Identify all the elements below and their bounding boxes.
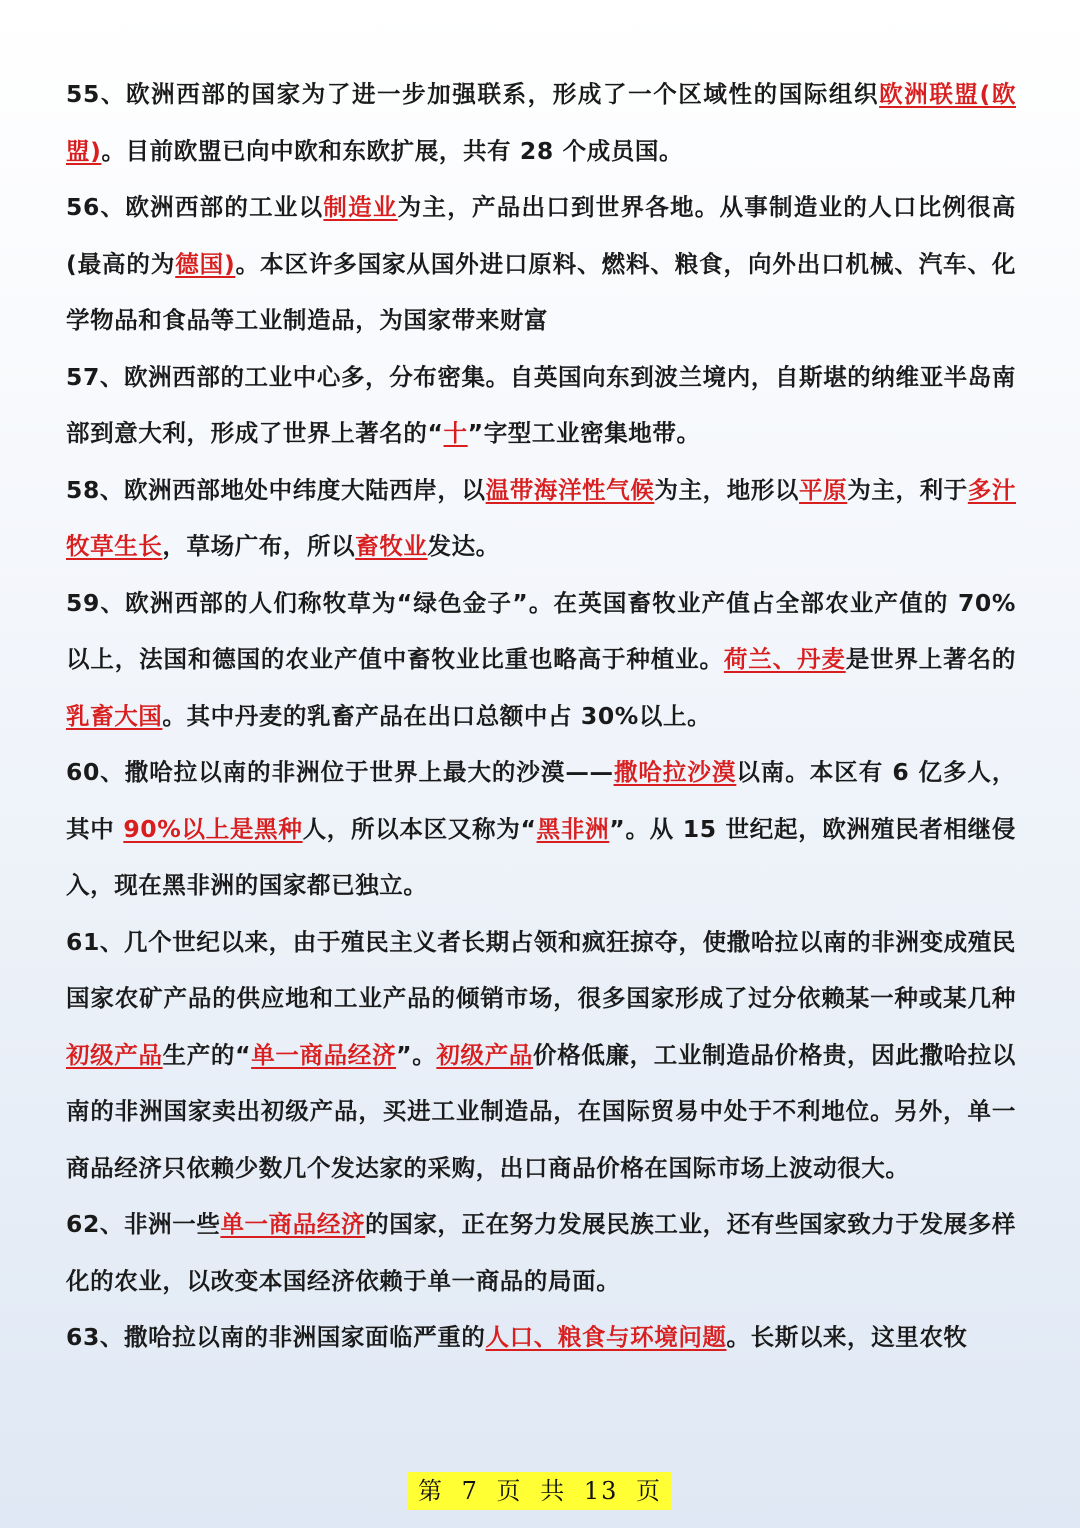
body-text: 61、几个世纪以来，由于殖民主义者长期占领和疯狂掠夺，使撒哈拉以南的非洲变成殖民国家农矿产品的供应地和工业产品的倾销市场，很多国家形成了过分依赖某一种或某几种 xyxy=(66,927,1016,1012)
highlighted-term: 温带海洋性气候 xyxy=(485,475,655,504)
page-footer xyxy=(0,1472,1080,1510)
body-text: 55、欧洲西部的国家为了进一步加强联系，形成了一个区域性的国际组织 xyxy=(66,80,880,108)
body-text: ，草场广布，所以 xyxy=(162,532,356,560)
body-text: 以南。本区有 6 亿多人，其中 xyxy=(66,758,1016,843)
body-text: ”。从 15 世纪起，欧洲殖民者相继侵入，现在黑非洲的国家都已独立。 xyxy=(66,814,1016,899)
paragraph-p62 xyxy=(66,1196,1016,1309)
paragraph-p58 xyxy=(66,462,1016,575)
highlighted-term: 单一商品经济 xyxy=(251,1040,397,1069)
body-text: 。本区许多国家从国外进口原料、燃料、粮食，向外出口机械、汽车、化学物品和食品等工业制造品，为国家带来财富 xyxy=(66,249,1016,334)
body-text: 的国家，正在努力发展民族工业，还有些国家致力于发展多样化的农业，以改变本国经济依赖于单一商品的局面。 xyxy=(66,1210,1017,1295)
highlighted-term: 德国) xyxy=(175,249,236,278)
paragraph-p57 xyxy=(66,349,1016,462)
body-text: 56、欧洲西部的工业以 xyxy=(66,193,324,221)
footer-prefix: 第 xyxy=(417,1477,444,1505)
paragraph-p61 xyxy=(66,914,1016,1197)
highlighted-term: 平原 xyxy=(799,475,848,504)
highlighted-term: 欧洲联盟(欧盟) xyxy=(66,80,1016,165)
footer-total-word: 共 xyxy=(540,1477,567,1505)
total-page-number: 13 xyxy=(583,1477,619,1505)
body-text: 62、非洲一些 xyxy=(66,1210,221,1238)
highlighted-term: 乳畜大国 xyxy=(66,701,163,730)
highlighted-term: 黑非洲 xyxy=(536,814,610,843)
body-text: 。目前欧盟已向中欧和东欧扩展，共有 28 个成员国。 xyxy=(101,136,684,165)
body-text: 发达。 xyxy=(427,532,500,560)
body-text: ”。 xyxy=(396,1040,437,1069)
highlighted-term: 90%以上是黑种 xyxy=(123,814,303,843)
paragraph-p60 xyxy=(66,744,1016,914)
highlighted-term: 制造业 xyxy=(323,193,398,221)
body-text: 60、撒哈拉以南的非洲位于世界上最大的沙漠—— xyxy=(66,758,614,786)
highlighted-term: 十 xyxy=(443,419,468,447)
highlighted-term: 畜牧业 xyxy=(355,532,428,560)
highlighted-term: 多汁牧草生长 xyxy=(66,475,1017,560)
body-text: 是世界上著名的 xyxy=(845,645,1016,673)
body-text: 为主，利于 xyxy=(847,475,968,504)
body-text: 58、欧洲西部地处中纬度大陆西岸，以 xyxy=(66,475,486,504)
body-text: 为主，地形以 xyxy=(654,475,800,504)
body-text: 57、欧洲西部的工业中心多，分布密集。自英国向东到波兰境内，自斯堪的纳维亚半岛南部到意大利，形成了世界上著名的“ xyxy=(66,362,1016,447)
paragraph-p56 xyxy=(66,179,1016,349)
highlighted-term: 单一商品经济 xyxy=(220,1210,366,1238)
body-text: 59、欧洲西部的人们称牧草为“绿色金子”。在英国畜牧业产值占全部农业产值的 70%以上，法国和德国的农业产值中畜牧业比重也略高于种植业。 xyxy=(66,588,1016,673)
document-body xyxy=(66,66,1016,1366)
paragraph-p55 xyxy=(66,66,1016,179)
body-text: 人，所以本区又称为“ xyxy=(302,814,537,843)
highlighted-term: 初级产品 xyxy=(66,1040,163,1069)
body-text: 。长斯以来，这里农牧 xyxy=(726,1323,968,1351)
body-text: ”字型工业密集地带。 xyxy=(467,419,701,447)
body-text: 为主，产品出口到世界各地。从事制造业的人口比例很高(最高的为 xyxy=(66,193,1016,278)
paragraph-p59 xyxy=(66,575,1016,745)
footer-page-word: 页 xyxy=(496,1477,523,1505)
footer-suffix: 页 xyxy=(636,1477,663,1505)
highlighted-term: 荷兰、丹麦 xyxy=(723,645,846,673)
body-text: 63、撒哈拉以南的非洲国家面临严重的 xyxy=(66,1323,486,1351)
highlighted-term: 人口、粮食与环境问题 xyxy=(485,1323,727,1351)
body-text: 生产的“ xyxy=(162,1040,252,1069)
current-page-number: 7 xyxy=(461,1477,479,1505)
body-text: 价格低廉，工业制造品价格贵，因此撒哈拉以南的非洲国家卖出初级产品，买进工业制造品，在国际贸易中处于不利地位。另外，单一商品经济只依赖少数几个发达家的采购，出口商品价格在国际市场上波动很大。 xyxy=(66,1040,1017,1182)
body-text: 。其中丹麦的乳畜产品在出口总额中占 30%以上。 xyxy=(162,701,712,730)
page-number-box xyxy=(408,1472,672,1510)
highlighted-term: 撒哈拉沙漠 xyxy=(613,758,737,786)
highlighted-term: 初级产品 xyxy=(436,1040,534,1069)
paragraph-p63 xyxy=(66,1309,1016,1366)
